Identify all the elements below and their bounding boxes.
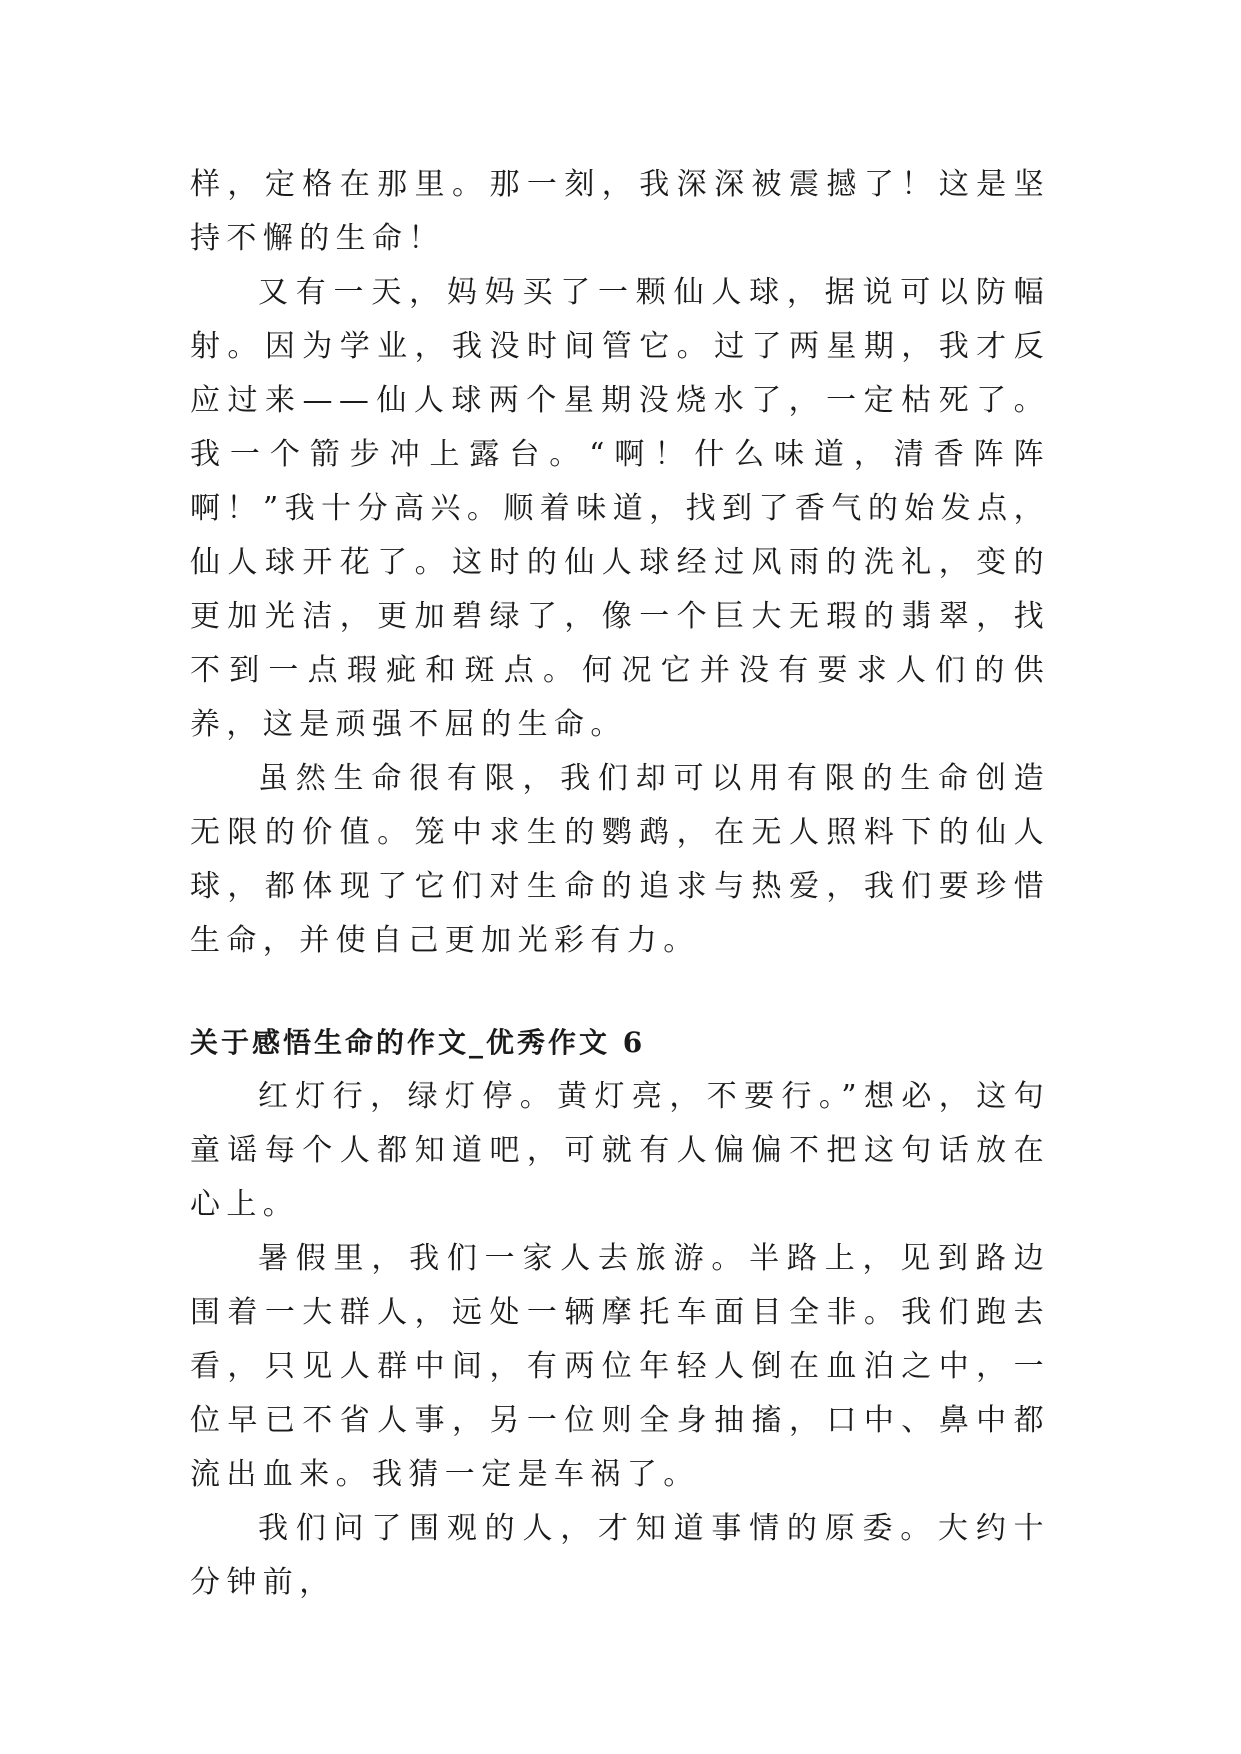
- paragraph: 又有一天，妈妈买了一颗仙人球，据说可以防幅射。因为学业，我没时间管它。过了两星期，我才反应过来——仙人球两个星期没烧水了，一定枯死了。我一个箭步冲上露台。“啊！什么味道，清香阵阵啊！”我十分高兴。顺着味道，找到了香气的始发点，仙人球开花了。这时的仙人球经过风雨的洗礼，变的更加光洁，更加碧绿了，像一个巨大无瑕的翡翠，找不到一点瑕疵和斑点。何况它并没有要求人们的供养，这是顽强不屈的生命。: [190, 275, 1050, 742]
- document-page: [190, 158, 1050, 1610]
- section-title: 关于感悟生命的作文_优秀作文 6: [190, 1026, 646, 1059]
- section-spacer: [190, 968, 1050, 1016]
- paragraph: 暑假里，我们一家人去旅游。半路上，见到路边围着一大群人，远处一辆摩托车面目全非。我们跑去看，只见人群中间，有两位年轻人倒在血泊之中，一位早已不省人事，另一位则全身抽搐，口中、鼻中都流出血来。我猜一定是车祸了。: [190, 1241, 1050, 1492]
- paragraph: 我们问了围观的人，才知道事情的原委。大约十分钟前，: [190, 1511, 1050, 1600]
- paragraph: 样，定格在那里。那一刻，我深深被震撼了！这是坚持不懈的生命！: [190, 167, 1050, 256]
- paragraph: 红灯行，绿灯停。黄灯亮，不要行。”想必，这句童谣每个人都知道吧，可就有人偏偏不把这句话放在心上。: [190, 1079, 1050, 1222]
- paragraph: 虽然生命很有限，我们却可以用有限的生命创造无限的价值。笼中求生的鹦鹉，在无人照料下的仙人球，都体现了它们对生命的追求与热爱，我们要珍惜生命，并使自己更加光彩有力。: [190, 761, 1050, 958]
